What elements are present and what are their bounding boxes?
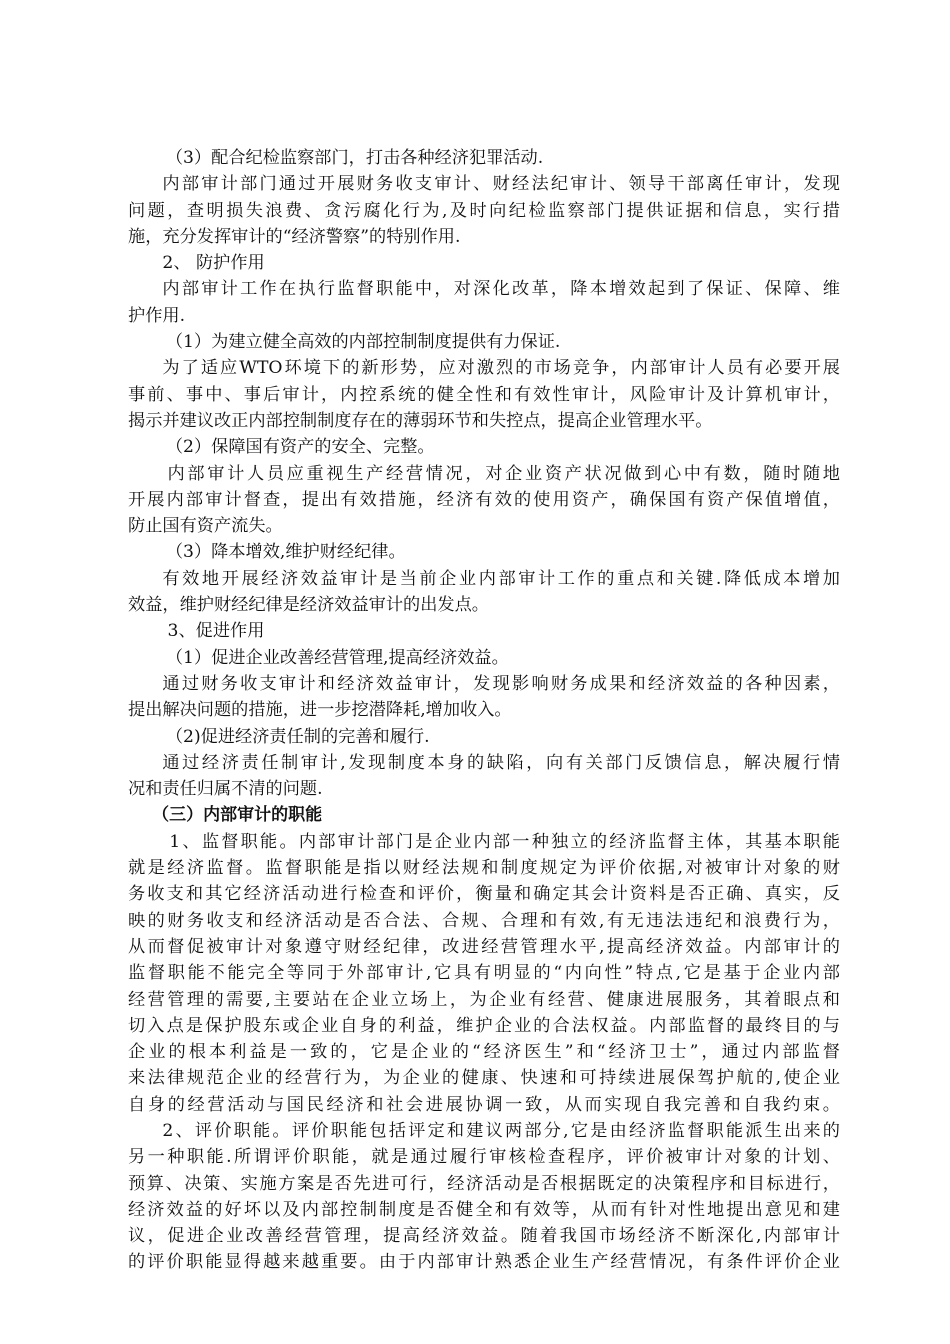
text-line: 的评价职能显得越来越重要。由于内部审计熟悉企业生产经营情况，有条件评价企业: [128, 1252, 840, 1273]
text-line: 2、评价职能。评价职能包括评定和建议两部分,它是由经济监督职能派生出来的: [162, 1120, 840, 1141]
text-line: （3）降本增效,维护财经纪律。: [165, 542, 406, 563]
text-line: 自身的经营活动与国民经济和社会进展协调一致，从而实现自我完善和自我约束。: [128, 1094, 840, 1115]
text-line: 况和责任归属不清的问题.: [128, 779, 323, 800]
text-line: 务收支和其它经济活动进行检查和评价，衡量和确定其会计资料是否正确、真实，反: [128, 884, 840, 905]
text-line: 经济效益的好坏以及内部控制制度是否健全和有效等，从而有针对性地提出意见和建: [128, 1199, 840, 1220]
text-line: 防止国有资产流失。: [128, 516, 283, 537]
text-line: 开展内部审计督查，提出有效措施，经济有效的使用资产，确保国有资产保值增值，: [128, 489, 840, 510]
section-heading: （三）内部审计的职能: [152, 805, 323, 826]
text-line: 切入点是保护股东或企业自身的利益，维护企业的合法权益。内部监督的最终目的与: [128, 1015, 840, 1036]
text-line: 议，促进企业改善经营管理，提高经济效益。随着我国市场经济不断深化,内部审计: [128, 1226, 840, 1247]
text-line: 内部审计工作在执行监督职能中，对深化改革，降本增效起到了保证、保障、维: [162, 279, 840, 300]
text-line: 为了适应WTO环境下的新形势，应对激烈的市场竞争，内部审计人员有必要开展: [162, 358, 840, 379]
text-line: 预算、决策、实施方案是否先进可行，经济活动是否根据既定的决策程序和目标进行，: [128, 1173, 840, 1194]
text-line: 通过经济责任制审计,发现制度本身的缺陷，向有关部门反馈信息，解决履行情: [162, 752, 840, 773]
text-line: 通过财务收支审计和经济效益审计，发现影响财务成果和经济效益的各种因素，: [162, 673, 840, 694]
text-line: 另一种职能.所谓评价职能，就是通过履行审核检查程序，评价被审计对象的计划、: [128, 1147, 840, 1168]
text-line: 来法律规范企业的经营行为，为企业的健康、快速和可持续进展保驾护航的,使企业: [128, 1068, 840, 1089]
text-line: 揭示并建议改正内部控制制度存在的薄弱环节和失控点，提高企业管理水平。: [128, 410, 713, 431]
text-line: 事前、事中、事后审计，内控系统的健全性和有效性审计，风险审计及计算机审计，: [128, 384, 840, 405]
text-line: 就是经济监督。监督职能是指以财经法规和制度规定为评价依据,对被审计对象的财: [128, 858, 840, 879]
text-line: 内部审计部门通过开展财务收支审计、财经法纪审计、领导干部离任审计，发现: [162, 174, 840, 195]
text-line: 1、监督职能。内部审计部门是企业内部一种独立的经济监督主体，其基本职能: [169, 831, 840, 852]
text-line: 问题，查明损失浪费、贪污腐化行为,及时向纪检监察部门提供证据和信息，实行措: [128, 200, 840, 221]
text-line: （2)促进经济责任制的完善和履行.: [165, 726, 430, 747]
text-line: （2）保障国有资产的安全、完整。: [165, 437, 435, 458]
text-line: 企业的根本利益是一致的，它是企业的“经济医生”和“经济卫士”，通过内部监督: [128, 1042, 840, 1063]
text-line: 映的财务收支和经济活动是否合法、合规、合理和有效,有无违法违纪和浪费行为，: [128, 910, 840, 931]
text-line: 有效地开展经济效益审计是当前企业内部审计工作的重点和关键.降低成本增加: [162, 568, 840, 589]
text-line: 3、促进作用: [167, 621, 265, 642]
text-line: 经营管理的需要,主要站在企业立场上，为企业有经营、健康进展服务，其着眼点和: [128, 989, 840, 1010]
text-line: 效益，维护财经纪律是经济效益审计的出发点。: [128, 595, 489, 616]
text-line: （1）促进企业改善经营管理,提高经济效益。: [165, 647, 509, 668]
text-line: 从而督促被审计对象遵守财经纪律，改进经营管理水平,提高经济效益。内部审计的: [128, 936, 840, 957]
text-line: 施，充分发挥审计的“经济警察”的特别作用.: [128, 226, 461, 247]
text-line: （3）配合纪检监察部门，打击各种经济犯罪活动.: [165, 148, 544, 168]
text-line: （1）为建立健全高效的内部控制制度提供有力保证.: [165, 332, 561, 353]
text-line: 2、 防护作用: [162, 253, 265, 274]
text-line: 护作用.: [128, 305, 186, 326]
text-line: 内部审计人员应重视生产经营情况，对企业资产状况做到心中有数，随时随地: [167, 463, 840, 484]
document-page: [128, 145, 840, 1276]
text-line: 提出解决问题的措施，进一步挖潜降耗,增加收入。: [128, 700, 512, 721]
text-line: 监督职能不能完全等同于外部审计,它具有明显的“内向性”特点,它是基于企业内部: [128, 963, 840, 984]
